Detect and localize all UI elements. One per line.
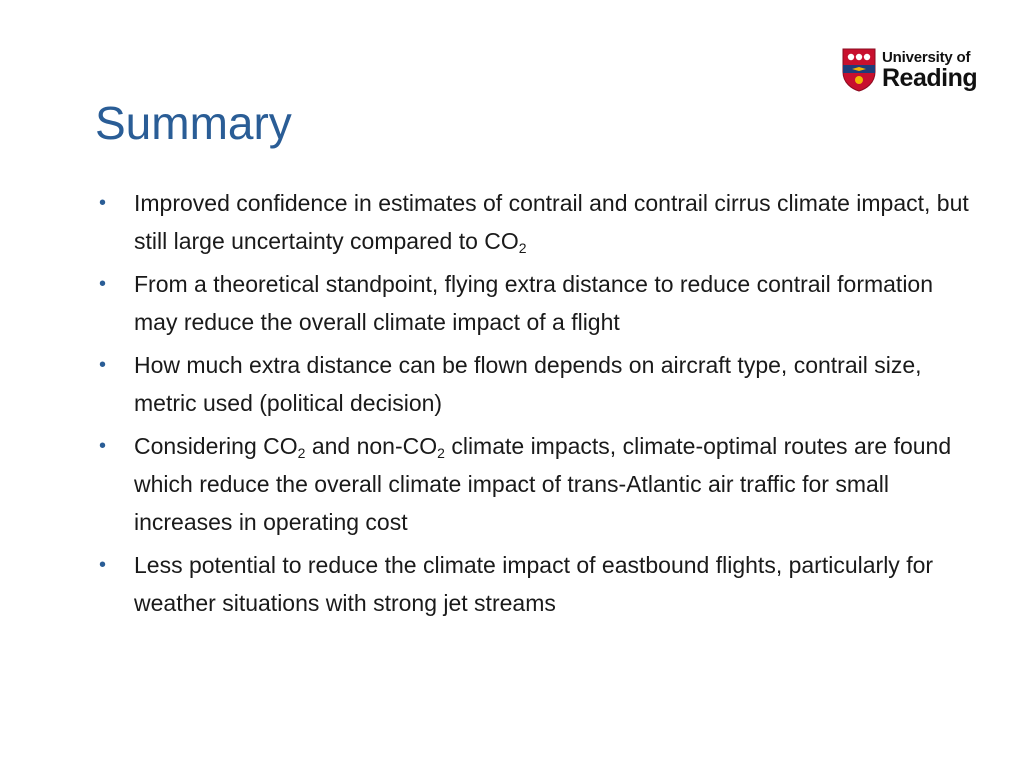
list-item bbox=[97, 265, 977, 341]
logo-line-reading: Reading bbox=[882, 63, 978, 92]
summary-bullet-list bbox=[97, 184, 977, 627]
bullet-icon: • bbox=[99, 192, 107, 214]
subscript: 2 bbox=[437, 445, 445, 461]
page-title: Summary bbox=[95, 97, 292, 149]
bullet-text: Less potential to reduce the climate impact of eastbound flights, particularly for weather situations with strong jet streams bbox=[134, 552, 934, 616]
list-item bbox=[97, 427, 977, 541]
bullet-text: From a theoretical standpoint, flying extra distance to reduce contrail formation may reduce the overall climate impact of a flight bbox=[134, 271, 934, 335]
logo-line-university: University of bbox=[882, 48, 971, 66]
bullet-icon: • bbox=[99, 435, 107, 457]
subscript: 2 bbox=[297, 445, 306, 461]
bullet-text: Improved confidence in estimates of contrail and contrail cirrus climate impact, but still large uncertainty compared to CO bbox=[134, 190, 969, 254]
bullet-icon: • bbox=[99, 273, 107, 295]
bullet-text: How much extra distance can be flown depends on aircraft type, contrail size, metric used (political decision) bbox=[134, 352, 922, 416]
bullet-icon: • bbox=[99, 554, 107, 576]
bullet-icon: • bbox=[99, 354, 107, 376]
logo-wordmark bbox=[882, 50, 977, 91]
list-item bbox=[97, 546, 977, 622]
bullet-text: climate impacts, climate-optimal routes are found which reduce the overall climate impact of trans-Atlantic air traffic for small increases in operating cost bbox=[134, 433, 952, 535]
list-item bbox=[97, 346, 977, 422]
subscript: 2 bbox=[518, 240, 527, 256]
crest-icon bbox=[842, 48, 876, 92]
list-item bbox=[97, 184, 977, 260]
university-logo bbox=[842, 46, 978, 94]
bullet-text: and non-CO bbox=[305, 433, 438, 459]
bullet-text: Considering CO bbox=[134, 433, 298, 459]
